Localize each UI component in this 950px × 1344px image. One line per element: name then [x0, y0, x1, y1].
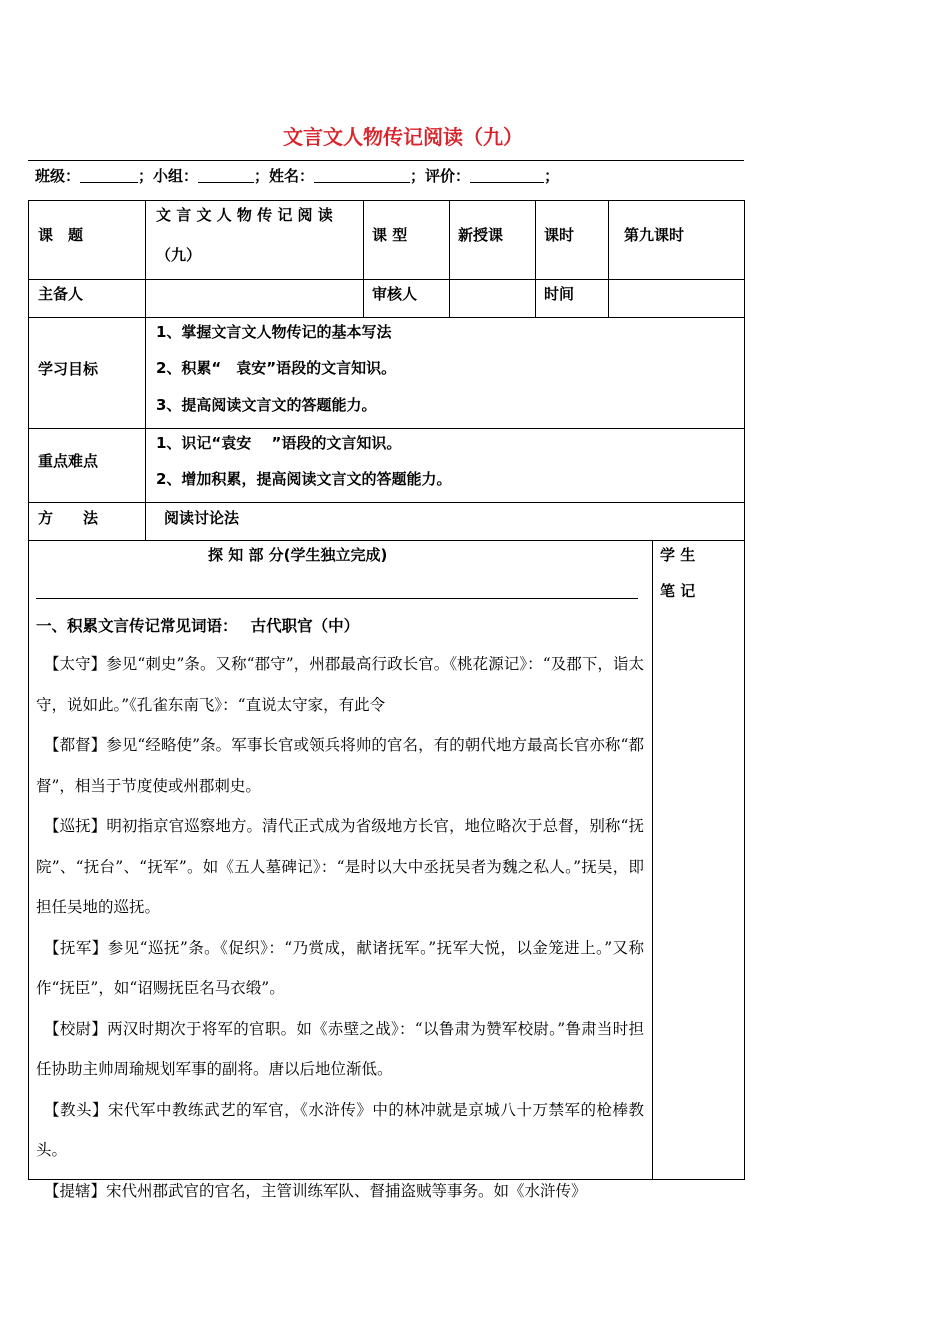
class-label: 班级：: [35, 167, 81, 185]
notes-label-1: 学 生: [660, 546, 696, 564]
table-border: [28, 279, 745, 280]
section-heading: 探 知 部 分(学生独立完成): [208, 546, 388, 564]
period-label: 课时: [544, 226, 575, 244]
section-content: [36, 610, 644, 1211]
goal-item: 1、掌握文言文人物传记的基本写法: [156, 323, 392, 341]
sub-heading: 一、积累文言传记常见词语： 古代职官（中）: [36, 617, 360, 635]
method-value: 阅读讨论法: [164, 509, 240, 527]
eval-blank[interactable]: [470, 168, 544, 183]
table-border: [28, 502, 745, 503]
group-blank[interactable]: [198, 168, 254, 183]
topic-value-line1: 文 言 文 人 物 传 记 阅 读: [156, 206, 333, 224]
table-border: [28, 540, 745, 541]
table-border: [28, 540, 29, 1180]
table-border: [535, 200, 536, 318]
table-border: [744, 540, 745, 1180]
entry-paragraph: 【巡抚】明初指京官巡察地方。清代正式成为省级地方长官，地位略次于总督，别称“抚院”、“抚台”、“抚军”。如《五人墓碑记》：“是时以大中丞抚吴者为魏之私人。”抚吴，即担任吴地的巡抚。: [36, 817, 644, 916]
table-border: [28, 200, 29, 541]
entry-paragraph: 【校尉】两汉时期次于将军的官职。如《赤壁之战》：“以鲁肃为赞军校尉。”鲁肃当时担任协助主帅周瑜规划军事的副将。唐以后地位渐低。: [36, 1019, 644, 1078]
info-end: ；: [544, 167, 560, 185]
page-title: 文言文人物传记阅读（九）: [283, 125, 523, 149]
entry-paragraph: 【教头】宋代军中教练武艺的军官，《水浒传》中的林冲就是京城八十万禁军的枪棒教头。: [36, 1100, 644, 1159]
type-value: 新授课: [458, 226, 504, 244]
group-label: ；小组：: [138, 167, 199, 185]
goal-item: 3、提高阅读文言文的答题能力。: [156, 396, 377, 414]
table-border: [28, 200, 745, 201]
name-label: ；姓名：: [254, 167, 315, 185]
type-label: 课 型: [372, 226, 408, 244]
class-blank[interactable]: [80, 168, 138, 183]
table-border: [145, 200, 146, 541]
time-label: 时间: [544, 285, 575, 303]
entry-paragraph: 【太守】参见“刺史”条。又称“郡守”，州郡最高行政长官。《桃花源记》：“及郡下，诣太守，说如此。”《孔雀东南飞》：“直说太守家，有此令: [36, 655, 644, 714]
notes-label-2: 笔 记: [660, 582, 696, 600]
period-value: 第九课时: [624, 226, 685, 244]
eval-label: ；评价：: [410, 167, 471, 185]
table-border: [652, 540, 653, 1180]
key-points-label: 重点难点: [38, 452, 99, 470]
preparer-label: 主备人: [38, 285, 84, 303]
goal-item: 2、积累“ 袁安”语段的文言知识。: [156, 359, 397, 377]
table-border: [28, 317, 745, 318]
title-rule: [28, 160, 744, 161]
key-point-item: 2、增加积累，提高阅读文言文的答题能力。: [156, 470, 452, 488]
goals-label: 学习目标: [38, 360, 99, 378]
table-border: [608, 200, 609, 318]
key-point-item: 1、识记“袁安 ”语段的文言知识。: [156, 434, 402, 452]
table-border: [744, 200, 745, 541]
entry-paragraph: 【都督】参见“经略使”条。军事长官或领兵将帅的官名，有的朝代地方最高长官亦称“都督”，相当于节度使或州郡刺史。: [36, 736, 644, 795]
table-border: [28, 428, 745, 429]
section-divider: [36, 598, 638, 599]
method-label: 方 法: [38, 509, 99, 527]
student-info-line: [35, 165, 559, 186]
table-border: [449, 200, 450, 318]
exploration-section: [28, 540, 745, 1200]
lesson-info-table: [28, 200, 745, 541]
entry-paragraph: 【提辖】宋代州郡武官的官名，主管训练军队、督捕盗贼等事务。如《水浒传》: [44, 1181, 587, 1200]
name-blank[interactable]: [314, 168, 410, 183]
topic-label: 课 题: [38, 226, 84, 244]
table-border: [363, 200, 364, 318]
entry-paragraph: 【抚军】参见“巡抚”条。《促织》：“乃赏成，献诸抚军。”抚军大悦，以金笼进上。”又称作“抚臣”，如“诏赐抚臣名马衣缎”。: [36, 938, 644, 997]
topic-value-line2: （九）: [156, 246, 202, 264]
reviewer-label: 审核人: [372, 285, 418, 303]
